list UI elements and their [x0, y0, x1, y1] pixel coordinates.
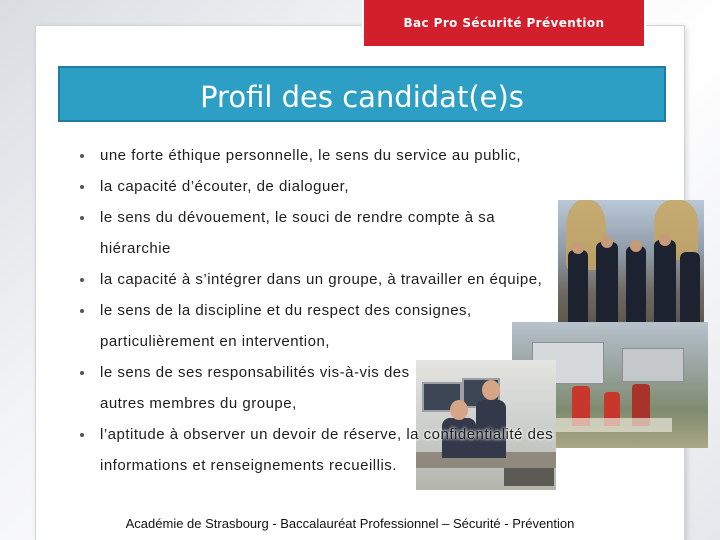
list-item: la capacité à s’intégrer dans un groupe, à travailler en équipe,	[80, 264, 670, 295]
list-item: le sens de ses responsabilités vis-à-vis des autres membres du groupe,	[80, 357, 450, 419]
list-item: la capacité d’écouter, de dialoguer,	[80, 171, 670, 202]
bullet-dot	[80, 433, 84, 437]
bullet-dot	[80, 371, 84, 375]
bullet-dot	[80, 185, 84, 189]
bullet-dot	[80, 309, 84, 313]
program-badge-label: Bac Pro Sécurité Prévention	[403, 16, 605, 30]
bullet-dot	[80, 216, 84, 220]
program-badge	[362, 0, 646, 48]
bullet-dot	[80, 154, 84, 158]
title-banner	[58, 66, 666, 122]
list-item: le sens du dévouement, le souci de rendre compte à sa hiérarchie	[80, 202, 570, 264]
bullet-dot	[80, 278, 84, 282]
footer-caption: Académie de Strasbourg - Baccalauréat Professionnel – Sécurité - Prévention	[125, 516, 575, 531]
list-item: une forte éthique personnelle, le sens du service au public,	[80, 140, 670, 171]
candidate-profile-list	[80, 140, 670, 481]
list-item: l’aptitude à observer un devoir de réserve, la confidentialité des informations et renseignements recueillis.	[80, 419, 640, 481]
slide-title: Profil des candidat(e)s	[200, 80, 524, 114]
list-item: le sens de la discipline et du respect des consignes, particulièrement en intervention,	[80, 295, 550, 357]
